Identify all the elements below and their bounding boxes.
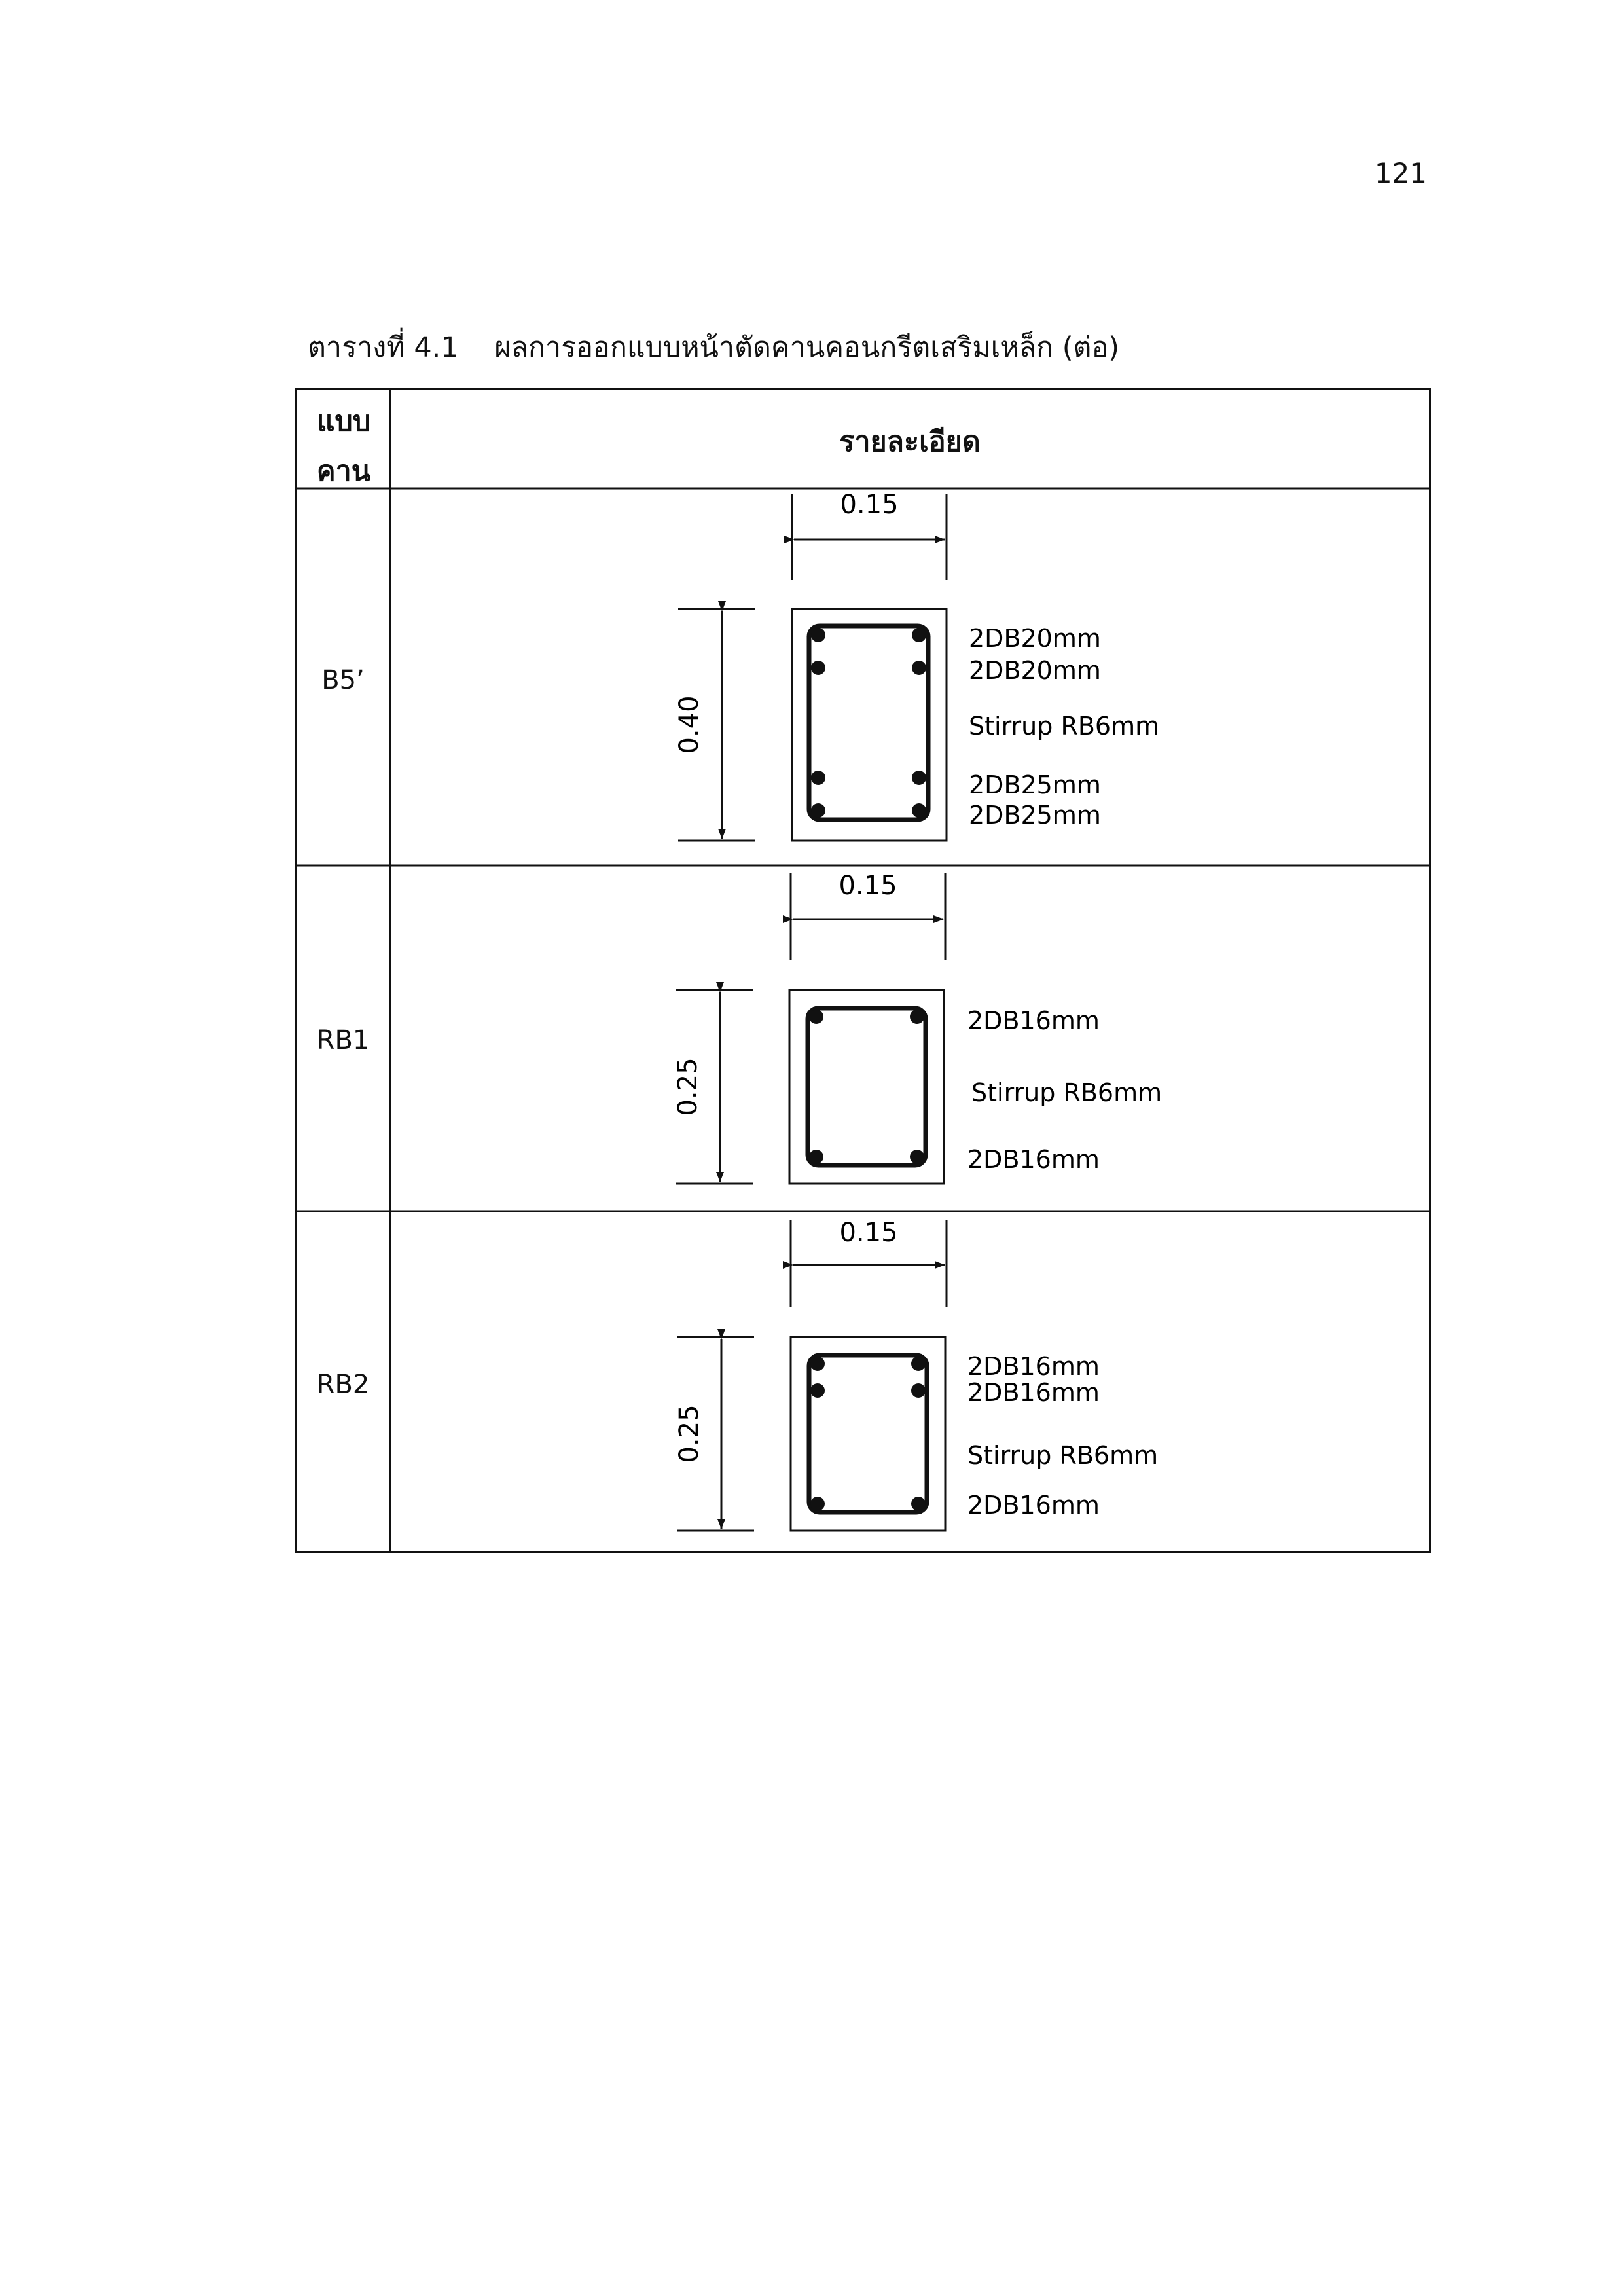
section-drawing-rb2 — [655, 1215, 1178, 1542]
dim-depth-rb1: 0.25 — [673, 1057, 703, 1116]
header-beam-type-line2: คาน — [316, 455, 371, 488]
section-drawing-b5 — [655, 488, 1178, 855]
dim-depth-rb2: 0.25 — [674, 1404, 704, 1463]
dim-width-rb1: 0.15 — [839, 871, 897, 901]
rebar-label: 2DB16mm — [967, 1378, 1100, 1407]
stirrup-label: Stirrup RB6mm — [971, 1078, 1163, 1107]
stirrup-label: Stirrup RB6mm — [967, 1441, 1159, 1470]
rebar-label: 2DB25mm — [969, 771, 1101, 799]
dim-depth-b5: 0.40 — [674, 695, 704, 754]
dim-width-rb2: 0.15 — [839, 1218, 898, 1248]
stirrup-label: Stirrup RB6mm — [969, 712, 1160, 740]
rebar-label: 2DB25mm — [969, 801, 1101, 829]
rebar-label: 2DB16mm — [967, 1491, 1100, 1520]
page-number: 121 — [1374, 157, 1427, 189]
header-beam-type-line1: แบบ — [316, 405, 371, 438]
table-caption: ตารางที่ 4.1 ผลการออกแบบหน้าตัดคานคอนกรีตเสริมเหล็ก (ต่อ) — [308, 331, 1120, 364]
rebar-label: 2DB20mm — [969, 656, 1101, 685]
section-drawing-rb1 — [655, 868, 1178, 1195]
header-beam-type — [298, 397, 389, 496]
header-detail: รายละเอียด — [839, 426, 981, 458]
rebar-label: 2DB16mm — [967, 1006, 1100, 1035]
rebar-label: 2DB16mm — [967, 1352, 1100, 1381]
beam-name-b5: B5’ — [321, 665, 365, 695]
rebar-label: 2DB20mm — [969, 624, 1101, 653]
dim-width-b5: 0.15 — [840, 490, 899, 520]
beam-name-rb2: RB2 — [316, 1370, 370, 1400]
beam-name-rb1: RB1 — [316, 1025, 370, 1055]
rebar-label: 2DB16mm — [967, 1145, 1100, 1174]
